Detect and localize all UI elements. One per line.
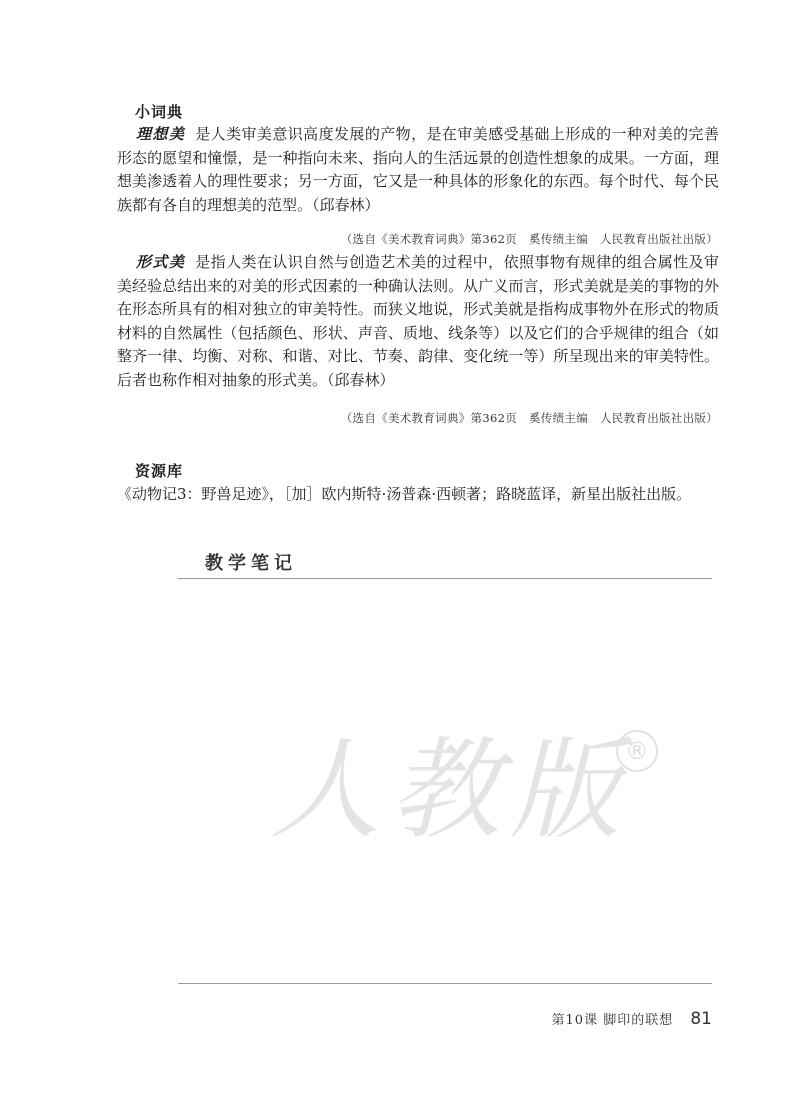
dictionary-heading: 小词典 xyxy=(135,103,184,121)
entry-definition: 是指人类在认识自然与创造艺术美的过程中，依照事物有规律的组合属性及审美经验总结出来的对美的形式因素的一种确认法则。从广义而言，形式美就是美的事物的外在形态所具有的相对独立的审美特性。而狭义地说，形式美就是指构成事物外在形式的物质材料的自然属性（包括颜色、形状、声音、质地、线条等）以及它们的合乎规律的组合（如整齐一律、均衡、对称、和谐、对比、节奏、韵律、变化统一等）所呈现出来的审美特性。后者也称作相对抽象的形式美。（邱春林） xyxy=(117,253,719,389)
notes-top-divider xyxy=(178,578,712,579)
citation-editor: 奚传绩主编 xyxy=(529,232,588,246)
footer-lesson: 第10课 xyxy=(551,1013,599,1028)
citation-editor: 奚传绩主编 xyxy=(529,411,588,425)
citation-source: （选自《美术教育词典》第362页 xyxy=(340,232,517,246)
dictionary-entry-formal-beauty xyxy=(117,251,719,392)
resources-heading: 资源库 xyxy=(135,462,184,480)
entry-citation xyxy=(329,410,718,426)
registered-mark-icon: ® xyxy=(616,730,658,772)
citation-source: （选自《美术教育词典》第362页 xyxy=(340,411,517,425)
entry-citation xyxy=(329,231,718,247)
footer-lesson-title: 脚印的联想 xyxy=(603,1013,674,1028)
resource-reference: 《动物记3：野兽足迹》，［加］欧内斯特·汤普森·西顿著；路晓蓝译，新星出版社出版。 xyxy=(117,485,692,503)
page-footer xyxy=(552,1009,712,1029)
entry-term: 理想美 xyxy=(136,125,186,143)
teaching-notes-title: 教学笔记 xyxy=(205,553,297,574)
publisher-watermark: 人教版 xyxy=(270,726,630,854)
notes-bottom-divider xyxy=(178,983,712,984)
entry-definition: 是人类审美意识高度发展的产物，是在审美感受基础上形成的一种对美的完善形态的愿望和憧憬，是一种指向未来、指向人的生活远景的创造性想象的成果。一方面，理想美渗透着人的理性要求；另一方面，它又是一种具体的形象化的东西。每个时代、每个民族都有各自的理想美的范型。（邱春林） xyxy=(117,125,719,214)
page-number: 81 xyxy=(690,1009,712,1029)
citation-publisher: 人民教育出版社出版） xyxy=(600,232,718,246)
entry-term: 形式美 xyxy=(136,253,186,271)
citation-publisher: 人民教育出版社出版） xyxy=(600,411,718,425)
dictionary-entry-ideal-beauty xyxy=(117,123,719,217)
